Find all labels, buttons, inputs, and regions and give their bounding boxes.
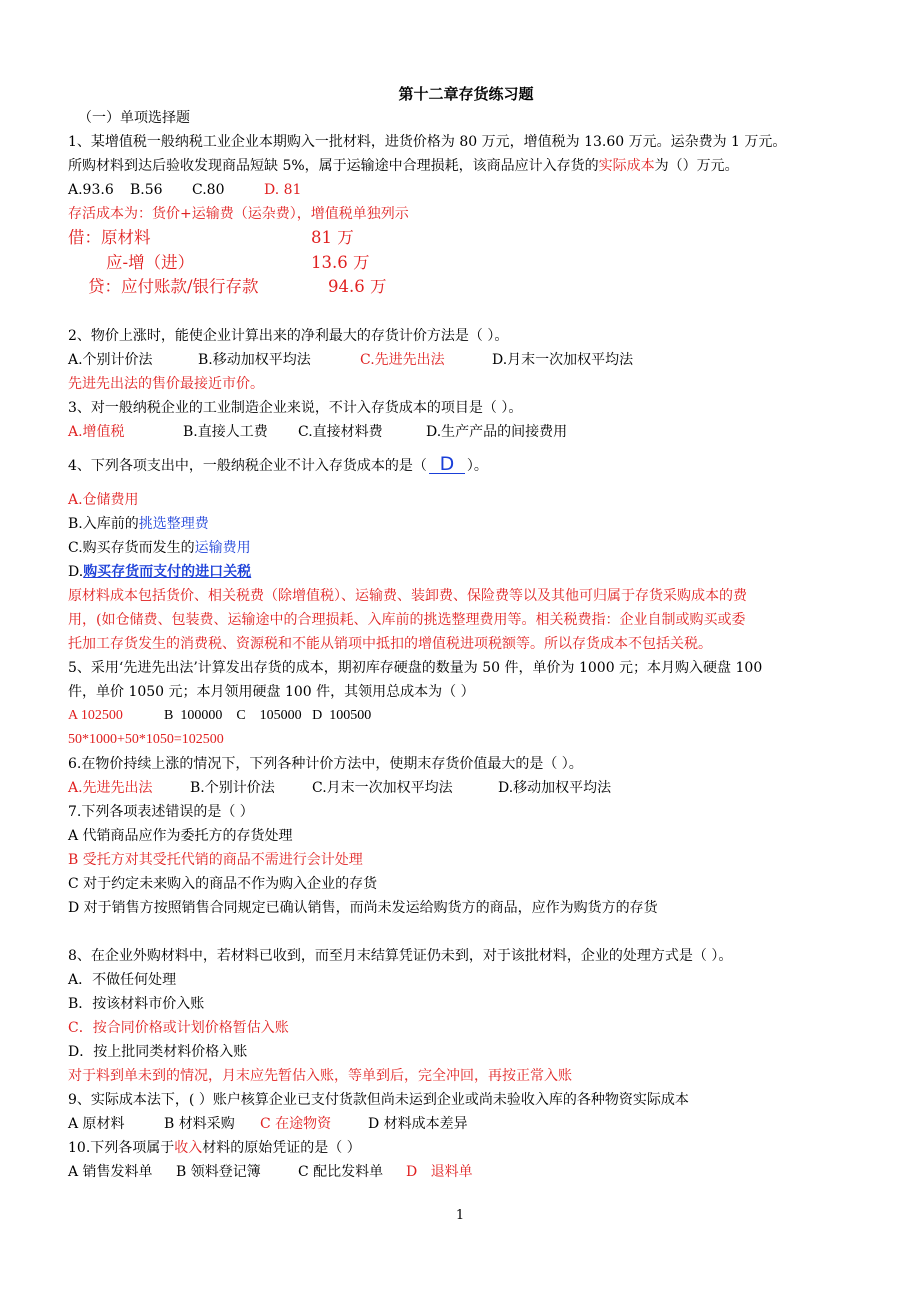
journal-line-debit [68,226,864,251]
q9-option-c: C 在途物资 [260,1115,332,1132]
journal-vat-amount: 13.6 万 [311,252,370,272]
journal-line-vat [68,251,864,276]
q7-option-a: A 代销商品应作为委托方的存货处理 [68,827,293,844]
q2-option-c: C.先进先出法 [360,351,445,368]
q2-option-a: A.个别计价法 [68,351,153,368]
q1-text-part: 所购材料到达后验收发现商品短缺 5%，属于运输途中合理损耗，该商品应计入存货的 [68,158,599,174]
journal-debit-amount: 81 万 [311,228,354,247]
q2-option-b: B.移动加权平均法 [198,351,311,368]
q9-text: 9、实际成本法下，( ）账户核算企业已支付货款但尚未运到企业或尚未验收入库的各种物资实际成本 [68,1091,689,1108]
q4-explanation-line3: 托加工存货发生的消费税、资源税和不能从销项中抵扣的增值税进项税额等。所以存货成本不包括关税。 [68,635,712,652]
q9-option-d: D 材料成本差异 [368,1115,468,1132]
q1-option-b: B.56 [130,182,163,198]
journal-line-credit [68,275,864,300]
journal-vat-label: 应-增（进） [106,252,195,272]
q4-text-part: 4、下列各项支出中，一般纳税企业不计入存货成本的是（ [68,457,427,474]
q10-options [68,1160,864,1184]
q4-option-d [68,560,864,584]
q4-text [68,454,864,478]
q6-option-d: D.移动加权平均法 [498,779,612,796]
q8-option-d: D．按上批同类材料价格入账 [68,1043,248,1060]
q2-explanation: 先进先出法的售价最接近市价。 [68,375,264,392]
page-title: 第十二章存货练习题 [398,85,534,103]
q3-text: 3、对一般纳税企业的工业制造企业来说，不计入存货成本的项目是（ ）。 [68,399,523,416]
q10-text-part: 10.下列各项属于 [68,1139,175,1156]
journal-debit-label: 借：原材料 [68,228,151,247]
q5-text-line1: 5、采用‘先进先出法’计算发出存货的成本，期初库存硬盘的数量为 50 件，单价为 1000 元；本月购入硬盘 100 [68,659,763,676]
q1-text-line2 [68,154,864,178]
q3-option-a: A.增值税 [68,423,125,440]
q5-options-rest: B 100000 C 105000 D 100500 [164,707,372,723]
page-number: 1 [455,1208,465,1223]
q10-highlight: 收入 [174,1139,203,1156]
q6-option-c: C.月末一次加权平均法 [312,779,453,796]
document-page [68,84,864,1184]
q6-options [68,776,864,800]
q6-option-b: B.个别计价法 [190,779,275,796]
section-heading: （一）单项选择题 [78,110,190,126]
q4-option-c-text: C.购买存货而发生的 [68,539,195,556]
q9-option-b: B 材料采购 [164,1115,235,1132]
q8-option-c: C．按合同价格或计划价格暂估入账 [68,1019,289,1036]
q10-text-end: 材料的原始凭证的是（ ） [202,1139,361,1156]
q4-option-d-text: D. [68,563,84,580]
spacer [68,920,864,944]
q10-option-b: B 领料登记簿 [176,1163,261,1180]
q2-text: 2、物价上涨时，能使企业计算出来的净利最大的存货计价方法是（ ）。 [68,327,509,344]
q1-highlight: 实际成本 [598,158,655,174]
q8-text: 8、在企业外购材料中，若材料已收到，而至月末结算凭证仍未到，对于该批材料，企业的处理方式是（ ）。 [68,947,733,964]
q5-options [68,704,864,728]
q5-option-a: A 102500 [68,707,123,723]
q4-answer-blank: D [429,455,465,474]
q9-options [68,1112,864,1136]
q1-text-end: 为（）万元。 [654,158,739,174]
q3-option-b: B.直接人工费 [183,423,268,440]
q4-explanation-line1: 原材料成本包括货价、相关税费（除增值税）、运输费、装卸费、保险费等以及其他可归属于存货采购成本的费 [68,587,747,604]
q9-option-a: A 原材料 [68,1115,125,1132]
q1-options [68,178,864,202]
q4-option-c [68,536,864,560]
q10-text [68,1136,864,1160]
q4-explanation-line2: 用，(如仓储费、包装费、运输途中的合理损耗、入库前的挑选整理费用等。相关税费指：企业自制或购买或委 [68,611,746,628]
q1-option-d: D. 81 [264,182,302,198]
q7-option-b: B 受托方对其受托代销的商品不需进行会计处理 [68,851,363,868]
spacer [68,444,864,454]
q2-options [68,348,864,372]
q8-option-b: B．按该材料市价入账 [68,995,205,1012]
q4-option-b-highlight: 挑选整理费 [138,515,209,532]
q6-option-a: A.先进先出法 [68,779,153,796]
q7-option-d: D 对于销售方按照销售合同规定已确认销售，而尚未发运给购货方的商品，应作为购货方的存货 [68,899,658,916]
journal-credit-amount: 94.6 万 [328,277,387,296]
spacer [68,300,864,324]
q8-option-a: A．不做任何处理 [68,971,177,988]
q3-option-c: C.直接材料费 [298,423,383,440]
q3-option-d: D.生产产品的间接费用 [426,423,568,440]
q6-text: 6.在物价持续上涨的情况下，下列各种计价方法中，使期末存货价值最大的是（ ）。 [68,755,583,772]
q4-option-d-highlight: 购买存货而支付的进口关税 [83,563,252,580]
q7-option-c: C 对于约定未来购入的商品不作为购入企业的存货 [68,875,378,892]
q1-option-a: A.93.6 [68,182,114,198]
journal-credit-label: 贷：应付账款/银行存款 [88,277,259,296]
q10-option-d: D 退料单 [406,1163,473,1180]
q4-option-b [68,512,864,536]
q1-explanation: 存活成本为：货价+运输费（运杂费），增值税单独列示 [68,206,409,222]
q5-text-line2: 件，单价 1050 元；本月领用硬盘 100 件，其领用总成本为（ ） [68,683,475,700]
q4-option-b-text: B.入库前的 [68,515,139,532]
q10-option-a: A 销售发料单 [68,1163,153,1180]
q4-text-end: ）。 [466,457,488,474]
q8-explanation: 对于料到单未到的情况，月末应先暂估入账，等单到后，完全冲回，再按正常入账 [68,1067,572,1084]
spacer [68,478,864,488]
q4-option-a: A.仓储费用 [68,491,139,508]
q5-calculation: 50*1000+50*1050=102500 [68,731,224,747]
q3-options [68,420,864,444]
q1-text-line1: 1、某增值税一般纳税工业企业本期购入一批材料，进货价格为 80 万元，增值税为 13.60 万元。运杂费为 1 万元。 [68,134,787,150]
q1-option-c: C.80 [192,182,225,198]
q2-option-d: D.月末一次加权平均法 [492,351,634,368]
q10-option-c: C 配比发料单 [298,1163,384,1180]
q4-option-c-highlight: 运输费用 [194,539,251,556]
q7-text: 7.下列各项表述错误的是（ ） [68,803,254,820]
